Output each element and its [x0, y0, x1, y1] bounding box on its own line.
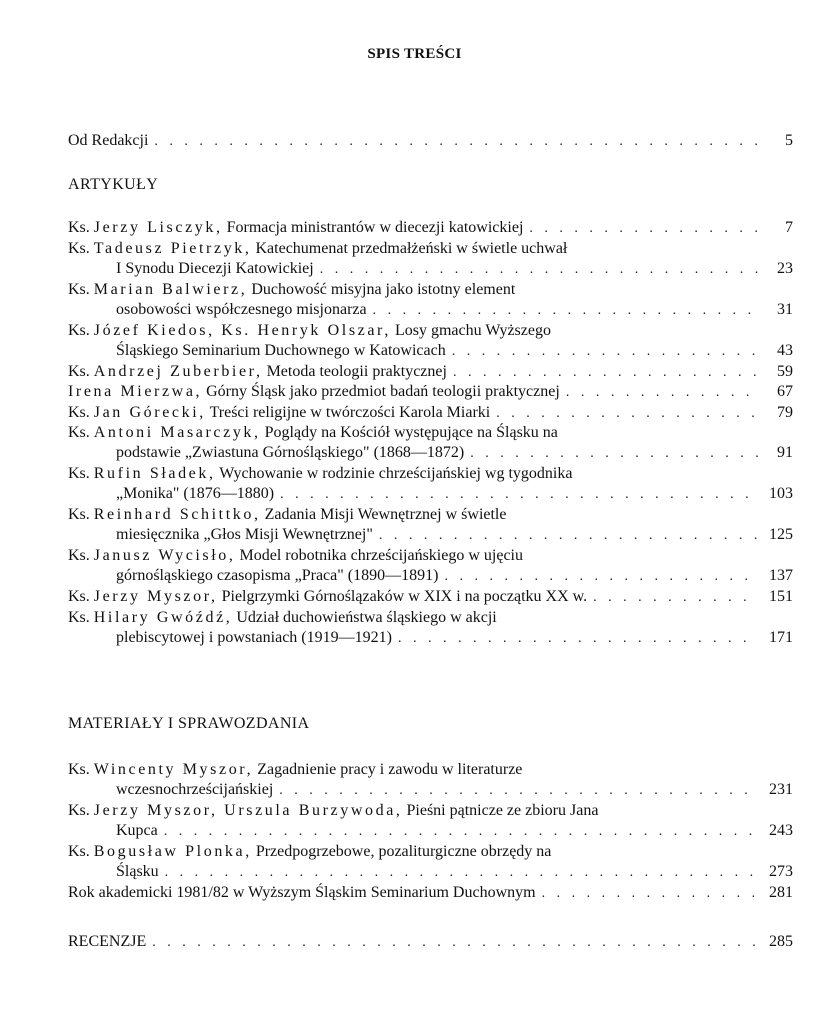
author-prefix: Ks.	[68, 802, 90, 819]
author-name: Antoni Masarczyk,	[93, 424, 261, 441]
page-number: 231	[769, 781, 793, 798]
author-prefix: Ks.	[68, 219, 90, 236]
toc-entry[interactable]	[68, 321, 793, 361]
page-number: 7	[785, 219, 793, 236]
toc-entry-line	[68, 280, 515, 300]
toc-entry-line	[68, 239, 567, 259]
entry-title-continued: górnośląskiego czasopisma „Praca" (1890—1891)	[116, 567, 439, 584]
toc-entry[interactable]	[68, 280, 793, 320]
toc-row-continuation	[68, 821, 793, 841]
page-number: 5	[785, 132, 793, 149]
toc-row	[68, 131, 793, 151]
page-number: 31	[777, 300, 793, 318]
author-name: Bogusław Plonka,	[93, 843, 252, 860]
dot-leader	[164, 822, 759, 842]
dot-leader	[379, 526, 759, 546]
page-number: 137	[769, 567, 793, 584]
page-number: 59	[777, 362, 793, 380]
page-number: 125	[769, 526, 793, 543]
author-name: Andrzej Zuberbier,	[93, 362, 263, 380]
entry-title: Rok akademicki 1981/82 w Wyższym Śląskim Seminarium Duchownym	[68, 884, 536, 901]
author-name: Wincenty Myszor,	[93, 761, 254, 778]
entry-title: Przedpogrzebowe, pozaliturgiczne obrzędy na	[255, 843, 552, 860]
author-prefix: Ks.	[68, 403, 90, 421]
dot-leader	[452, 342, 759, 362]
toc-row-continuation	[68, 300, 793, 320]
entry-title: Model robotnika chrześcijańskiego w ujęciu	[239, 547, 523, 564]
page-number: 243	[769, 822, 793, 839]
toc-entry[interactable]	[68, 362, 793, 382]
page-number: 285	[769, 933, 793, 950]
page-number: 273	[769, 863, 793, 880]
dot-leader	[566, 383, 759, 403]
author-prefix: Ks.	[68, 506, 90, 523]
entry-title: Górny Śląsk jako przedmiot badań teologii praktycznej	[206, 383, 560, 400]
author-name: Tadeusz Pietrzyk,	[93, 239, 252, 257]
dot-leader	[593, 588, 759, 608]
dot-leader	[152, 933, 759, 953]
entry-title-continued: miesięcznika „Głos Misji Wewnętrznej"	[116, 526, 373, 543]
author-name: Marian Balwierz,	[93, 280, 248, 298]
toc-entry-line	[68, 801, 598, 821]
entry-title: Udział duchowieństwa śląskiego w akcji	[236, 608, 497, 626]
toc-entry[interactable]	[68, 382, 793, 402]
entry-title: Poglądy na Kościół występujące na Śląsku na	[264, 424, 558, 441]
toc-entry-line	[68, 403, 490, 423]
dot-leader	[470, 444, 759, 464]
page-number: 151	[769, 588, 793, 605]
page-number: 23	[777, 259, 793, 277]
entry-title: Wychowanie w rodzinie chrześcijańskiej wg tygodnika	[219, 465, 573, 482]
toc-row	[68, 239, 793, 259]
toc-row	[68, 505, 793, 525]
toc-entry[interactable]	[68, 218, 793, 238]
author-name: Jerzy Lisczyk,	[93, 219, 223, 236]
dot-leader	[373, 301, 759, 321]
toc-entry-line	[68, 362, 447, 382]
entry-title: Formacja ministrantów w diecezji katowickiej	[226, 219, 524, 236]
toc-entry[interactable]	[68, 239, 793, 279]
dot-leader	[542, 884, 759, 904]
author-prefix: Ks.	[68, 843, 90, 860]
toc-row-continuation	[68, 862, 793, 882]
entry-title-continued: wczesnochrześcijańskiej	[116, 781, 274, 798]
toc-entry[interactable]	[68, 587, 793, 607]
author-name: Janusz Wycisło,	[93, 547, 236, 564]
toc-entry-line	[68, 883, 536, 903]
toc-row-continuation	[68, 628, 793, 648]
toc-row	[68, 382, 793, 402]
toc-row	[68, 760, 793, 780]
entry-title: Losy gmachu Wyższego	[394, 321, 551, 339]
toc-entry-intro[interactable]	[68, 131, 793, 151]
dot-leader	[529, 219, 759, 239]
toc-entry-line	[68, 321, 551, 341]
toc-entry[interactable]	[68, 883, 793, 903]
author-prefix: Ks.	[68, 239, 90, 257]
author-prefix: Ks.	[68, 362, 90, 380]
toc-row	[68, 362, 793, 382]
author-prefix: Ks.	[68, 321, 90, 339]
toc-entry-line	[68, 842, 551, 862]
page-number: 281	[769, 884, 793, 901]
author-prefix: Ks.	[68, 424, 90, 441]
entry-title-continued: Śląskiego Seminarium Duchownego w Katowicach	[116, 341, 446, 359]
author-prefix: Ks.	[68, 465, 90, 482]
toc-row-continuation	[68, 780, 793, 800]
toc-entry[interactable]	[68, 842, 793, 882]
section-heading-articles: ARTYKUŁY	[68, 176, 159, 193]
toc-row	[68, 546, 793, 566]
toc-entry-title: Od Redakcji	[68, 132, 149, 149]
author-name: Hilary Gwóźdź,	[93, 608, 233, 626]
entry-title: Zagadnienie pracy i zawodu w literaturze	[257, 761, 523, 778]
entry-title-continued: plebiscytowej i powstaniach (1919—1921)	[116, 628, 392, 646]
toc-entry-line	[68, 587, 587, 607]
toc-row	[68, 842, 793, 862]
entry-title: Pieśni pątnicze ze zbioru Jana	[406, 802, 599, 819]
toc-row-continuation	[68, 443, 793, 463]
toc-row	[68, 932, 793, 952]
toc-entry-line	[68, 464, 572, 484]
toc-row	[68, 321, 793, 341]
entry-title: Zadania Misji Wewnętrznej w świetle	[264, 506, 507, 523]
toc-row	[68, 464, 793, 484]
dot-leader	[453, 363, 759, 383]
toc-entry[interactable]	[68, 760, 793, 800]
toc-row	[68, 883, 793, 903]
page-number: 91	[777, 444, 793, 461]
toc-row	[68, 218, 793, 238]
author-name: Reinhard Schittko,	[93, 506, 261, 523]
dot-leader	[154, 132, 759, 152]
author-name: Irena Mierzwa,	[68, 383, 203, 400]
toc-entry-title: RECENZJE	[68, 933, 147, 950]
entry-title-continued: „Monika" (1876—1880)	[116, 485, 275, 502]
author-prefix: Ks.	[68, 588, 90, 605]
page-number: 79	[777, 403, 793, 421]
entry-title-continued: Śląsku	[116, 863, 159, 880]
dot-leader	[398, 629, 759, 649]
dot-leader	[496, 404, 759, 424]
entry-title-continued: podstawie „Zwiastuna Górnośląskiego" (1868—1872)	[116, 444, 465, 461]
entry-title: Duchowość misyjna jako istotny element	[251, 280, 516, 298]
section-heading-materials: MATERIAŁY I SPRAWOZDANIA	[68, 715, 310, 732]
entry-title: Metoda teologii praktycznej	[266, 362, 447, 380]
toc-row-continuation	[68, 341, 793, 361]
toc-row	[68, 587, 793, 607]
toc-row	[68, 403, 793, 423]
toc-entry-line	[68, 505, 506, 525]
author-name: Jerzy Myszor,	[93, 588, 218, 605]
toc-entry[interactable]	[68, 505, 793, 545]
author-prefix: Ks.	[68, 547, 90, 564]
dot-leader	[165, 863, 759, 883]
toc-entry-line	[68, 218, 523, 238]
toc-entry[interactable]	[68, 546, 793, 586]
page-number: 43	[777, 341, 793, 359]
toc-entry-line	[68, 760, 522, 780]
dot-leader	[320, 260, 759, 280]
author-name: Józef Kiedos, Ks. Henryk Olszar,	[93, 321, 391, 339]
toc-row	[68, 423, 793, 443]
page-title: SPIS TREŚCI	[367, 46, 462, 62]
toc-entry-line	[68, 608, 497, 628]
toc-entry[interactable]	[68, 403, 793, 423]
author-name: Jerzy Myszor, Urszula Burzywoda,	[93, 802, 403, 819]
entry-title-continued: Kupca	[116, 822, 158, 839]
dot-leader	[280, 485, 759, 505]
page-number: 103	[769, 485, 793, 502]
toc-entry-reviews[interactable]	[68, 932, 793, 952]
toc-entry-line	[68, 546, 523, 566]
author-prefix: Ks.	[68, 761, 90, 778]
toc-entry[interactable]	[68, 423, 793, 463]
entry-title-continued: I Synodu Diecezji Katowickiej	[116, 259, 314, 277]
page-number: 67	[777, 383, 793, 400]
author-prefix: Ks.	[68, 280, 90, 298]
toc-row-continuation	[68, 566, 793, 586]
toc-entry[interactable]	[68, 464, 793, 504]
entry-title: Treści religijne w twórczości Karola Miarki	[209, 403, 491, 421]
toc-row	[68, 801, 793, 821]
dot-leader	[444, 567, 759, 587]
toc-row	[68, 608, 793, 628]
toc-entry-line	[68, 382, 560, 402]
toc-row	[68, 280, 793, 300]
toc-entry[interactable]	[68, 801, 793, 841]
toc-row-continuation	[68, 484, 793, 504]
author-prefix: Ks.	[68, 608, 90, 626]
page-number: 171	[769, 628, 793, 646]
entry-title: Katechumenat przedmałżeński w świetle uchwał	[255, 239, 568, 257]
entry-title-continued: osobowości współczesnego misjonarza	[116, 300, 367, 318]
toc-entry-line	[68, 423, 558, 443]
author-name: Jan Górecki,	[93, 403, 206, 421]
toc-row-continuation	[68, 525, 793, 545]
toc-row-continuation	[68, 259, 793, 279]
entry-title: Pielgrzymki Górnoślązaków w XIX i na początku XX w.	[221, 588, 588, 605]
toc-entry[interactable]	[68, 608, 793, 648]
dot-leader	[279, 781, 759, 801]
author-name: Rufin Sładek,	[93, 465, 216, 482]
